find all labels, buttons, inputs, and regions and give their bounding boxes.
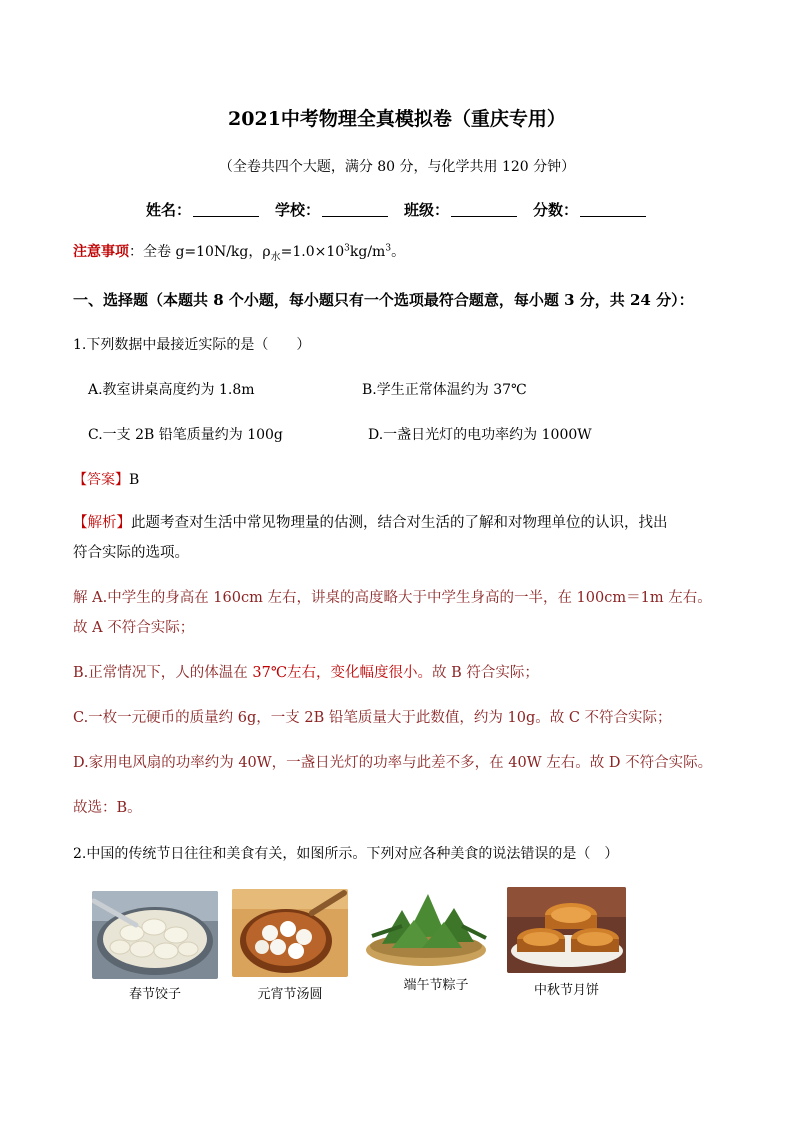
caption-mooncake: 中秋节月饼 — [533, 983, 599, 998]
answer-tag: 【答案】 — [73, 472, 129, 488]
class-blank[interactable] — [451, 201, 517, 217]
student-info-row — [146, 199, 646, 220]
question-1-option-d: D.一盏日光灯的电功率约为 1000W — [368, 427, 592, 443]
solution-a-line-1: 解 A.中学生的身高在 160cm 左右，讲桌的高度略大于中学生身高的一半，在 100cm＝1m 左右。 — [73, 590, 712, 606]
solution-d: D.家用电风扇的功率约为 40W，一盏日光灯的功率与此差不多，在 40W 左右。故 D 不符合实际。 — [73, 755, 713, 771]
question-1-option-c: C.一支 2B 铅笔质量约为 100g — [88, 427, 283, 443]
question-1-stem: 1.下列数据中最接近实际的是（ ） — [73, 337, 311, 353]
notes-sup-cube: 3 — [385, 243, 392, 254]
school-label: 学校： — [275, 201, 321, 219]
question-2-stem: 2.中国的传统节日往往和美食有关，如图所示。下列对应各种美食的说法错误的是（ ） — [73, 846, 619, 862]
solution-c: C.一枚一元硬币的质量约 6g，一支 2B 铅笔质量大于此数值，约为 10g。故 C 不符合实际； — [73, 710, 672, 726]
analysis-tag: 【解析】 — [73, 515, 131, 531]
section-heading-choice: 一、选择题（本题共 8 个小题，每小题只有一个选项最符合题意，每小题 3 分，共 24 分）： — [73, 291, 694, 309]
tangyuan-photo — [232, 889, 348, 977]
solution-b — [73, 659, 539, 687]
solution-a-line-2: 故 A 不符合实际； — [73, 620, 195, 636]
solution-b-part-3: 故 B 符合实际； — [432, 665, 539, 681]
caption-zongzi: 端午节粽子 — [403, 978, 469, 993]
solution-b-part-2: 37℃左右，变化幅度很小。 — [252, 665, 433, 681]
class-label: 班级： — [404, 201, 450, 219]
notes-text-d: 。 — [391, 244, 406, 260]
name-label: 姓名： — [146, 201, 192, 219]
solution-b-part-1: B.正常情况下，人的体温在 — [73, 665, 253, 681]
notes-text-c: kg/m — [349, 244, 386, 260]
notes-label: 注意事项 — [73, 244, 129, 260]
score-blank[interactable] — [580, 201, 646, 217]
mooncake-photo — [507, 887, 626, 973]
notes-text-b: =1.0×10 — [280, 244, 345, 260]
question-1-analysis — [73, 509, 668, 537]
score-label: 分数： — [533, 201, 579, 219]
notes-sup-exp: 3 — [344, 243, 350, 254]
notes-text-a: ：全卷 g=10N/kg，ρ — [129, 244, 271, 260]
question-1-option-a: A.教室讲桌高度约为 1.8m — [88, 382, 255, 398]
notes-sub-water: 水 — [270, 251, 281, 263]
answer-value: B — [129, 472, 140, 488]
caption-dumplings: 春节饺子 — [128, 987, 181, 1002]
solution-choice: 故选：B。 — [73, 800, 142, 816]
school-blank[interactable] — [322, 201, 388, 217]
question-1-answer — [73, 469, 139, 489]
analysis-line-1: 此题考查对生活中常见物理量的估测，结合对生活的了解和对物理单位的认识，找出 — [131, 515, 668, 531]
caption-tangyuan: 元宵节汤圆 — [257, 987, 323, 1002]
page-title: 2021中考物理全真模拟卷（重庆专用） — [228, 108, 566, 130]
dumplings-photo — [92, 891, 218, 979]
zongzi-photo — [362, 886, 490, 970]
exam-notes — [73, 241, 405, 263]
exam-subtitle: （全卷共四个大题，满分 80 分，与化学共用 120 分钟） — [218, 159, 576, 175]
analysis-line-2: 符合实际的选项。 — [73, 545, 189, 561]
question-1-option-b: B.学生正常体温约为 37℃ — [362, 382, 527, 398]
name-blank[interactable] — [193, 201, 259, 217]
